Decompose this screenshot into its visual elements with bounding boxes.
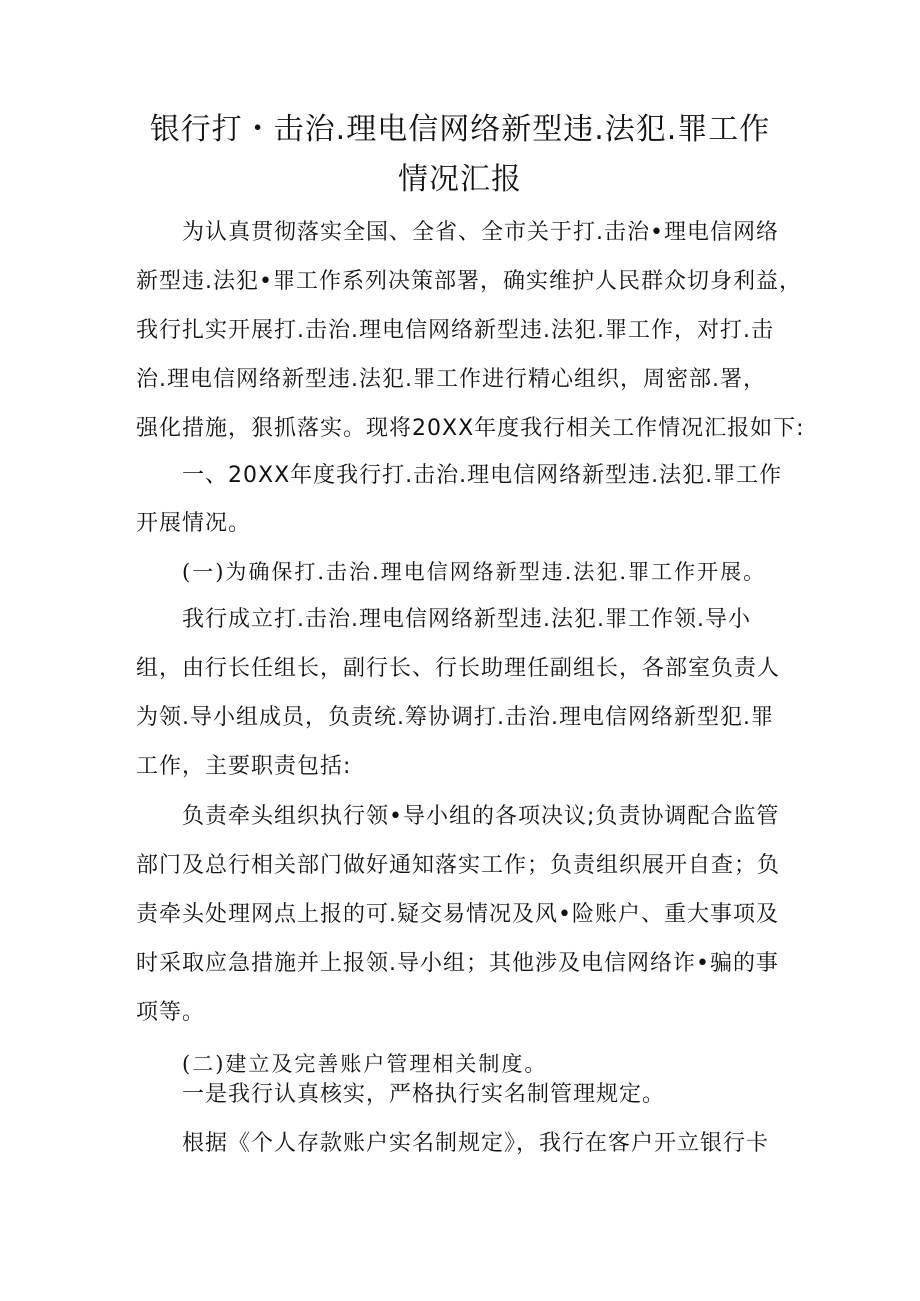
paragraph-line: 根据《个人存款账户实名制规定》，我行在客户开立银行卡 [182, 1131, 770, 1156]
paragraph-line: 我行扎实开展打.击治.理电信网络新型违.法犯.罪工作，对打.击 [136, 318, 774, 343]
paragraph-line: 为领.导小组成员，负责统.筹协调打.击治.理电信网络新型犯.罪 [136, 705, 774, 730]
paragraph-line: 为认真贯彻落实全国、全省、全市关于打.击治•理电信网络 [182, 220, 779, 245]
paragraph-line: 我行成立打.击治.理电信网络新型违.法犯.罪工作领.导小 [182, 607, 751, 632]
paragraph-line: 责牵头处理网点上报的可.疑交易情况及风•险账户、重大事项及 [136, 902, 779, 927]
paragraph-line: 工作，主要职责包括: [136, 754, 352, 779]
subsection-heading: (一)为确保打.击治.理电信网络新型违.法犯.罪工作开展。 [182, 560, 767, 584]
paragraph-line: 项等。 [136, 1000, 206, 1025]
paragraph-line: 治.理电信网络新型违.法犯.罪工作进行精心组织，周密部.署， [136, 367, 766, 392]
paragraph-line: 时采取应急措施并上报领.导小组；其他涉及电信网络诈•骗的事 [136, 951, 779, 976]
subsection-heading: (二)建立及完善账户管理相关制度。 [182, 1052, 548, 1076]
paragraph-line: 强化措施，狠抓落实。现将20XX年度我行相关工作情况汇报如下: [136, 416, 805, 441]
paragraph-line: 负责牵头组织执行领•导小组的各项决议;负责协调配合监管 [182, 804, 780, 829]
paragraph-line: 一是我行认真核实，严格执行实名制管理规定。 [182, 1082, 666, 1107]
paragraph-line: 部门及总行相关部门做好通知落实工作；负责组织展开自查；负 [136, 853, 781, 878]
paragraph-line: 组，由行长任组长，副行长、行长助理任副组长，各部室负责人 [136, 656, 781, 681]
document-title-line-2: 情况汇报 [398, 162, 522, 197]
document-title-line-1: 银行打・击治.理电信网络新型违.法犯.罪工作 [149, 112, 771, 147]
section-heading-line: 开展情况。 [136, 511, 252, 536]
section-heading-line: 一、20XX年度我行打.击治.理电信网络新型违.法犯.罪工作 [182, 463, 783, 488]
paragraph-line: 新型违.法犯•罪工作系列决策部署，确实维护人民群众切身利益， [136, 269, 802, 294]
